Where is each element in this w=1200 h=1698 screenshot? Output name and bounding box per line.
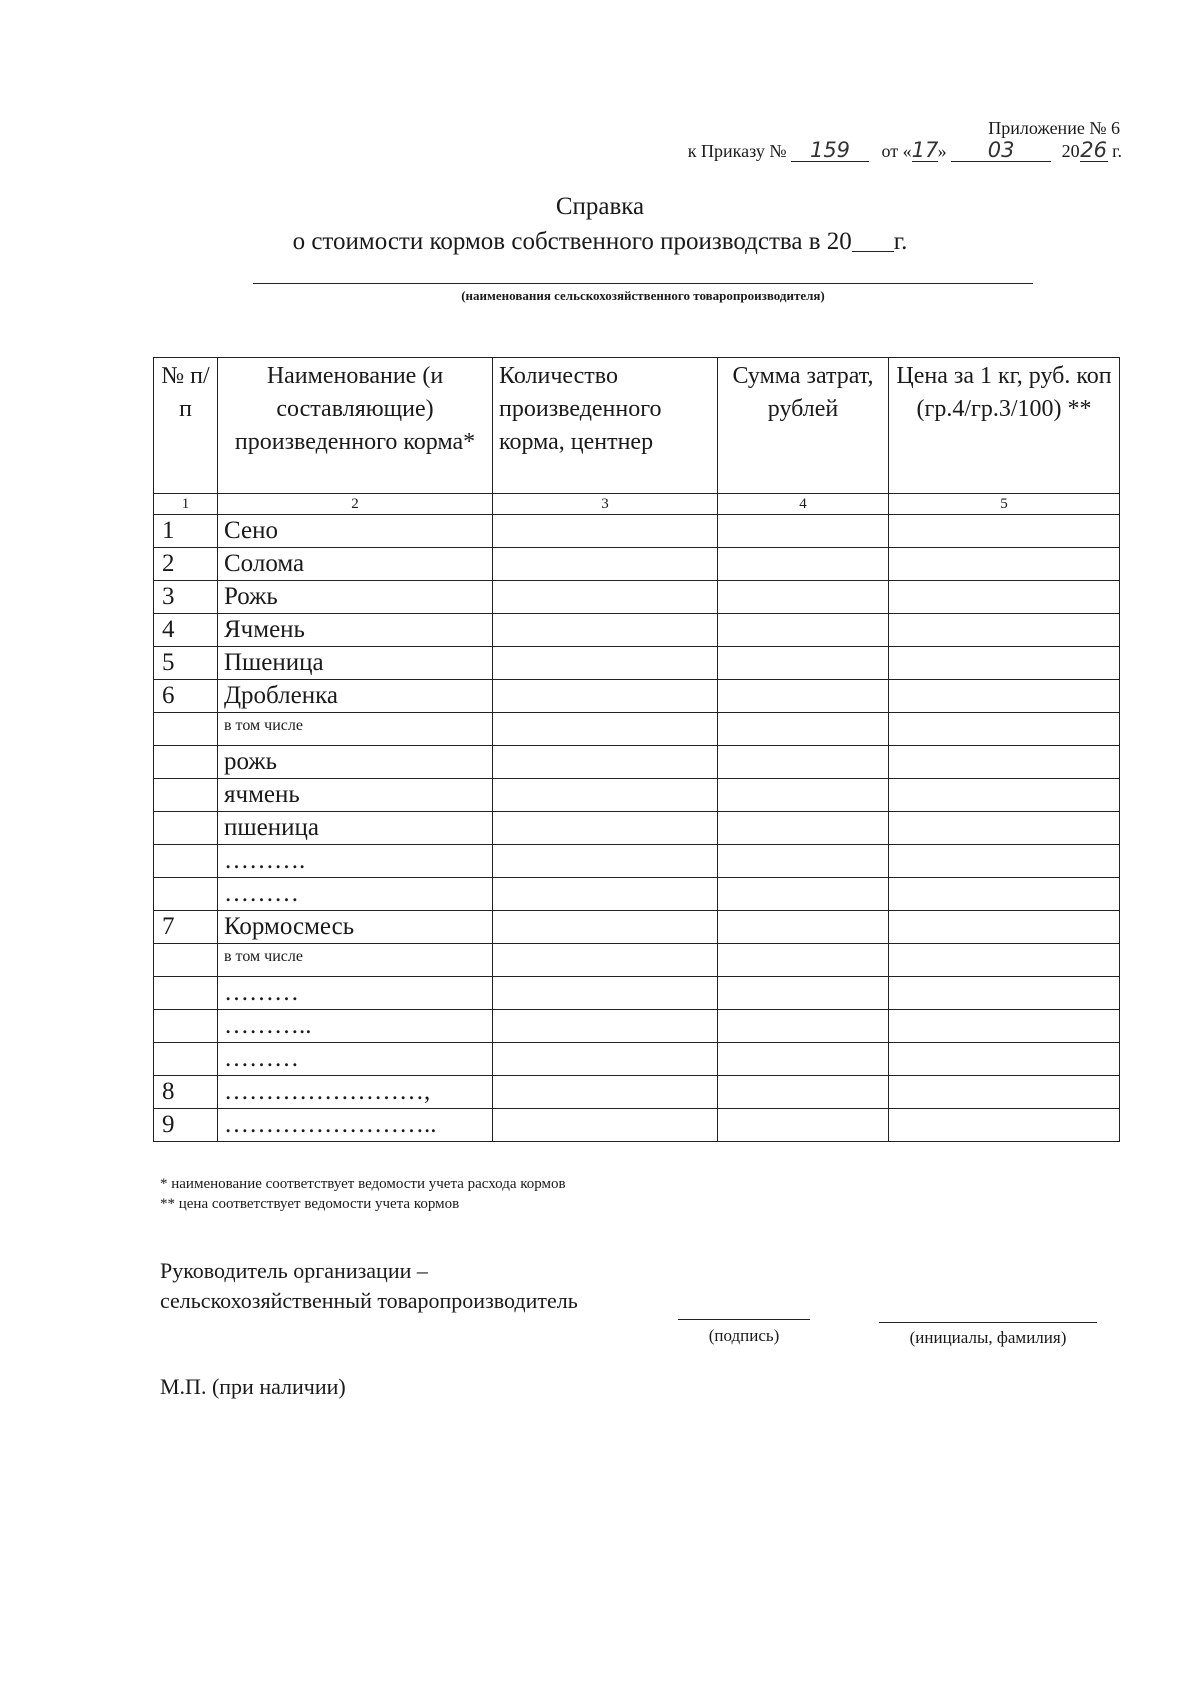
column-number: 2	[218, 494, 493, 515]
document-title: Справка	[555, 193, 645, 220]
cost-cell	[718, 1010, 889, 1043]
quantity-cell	[493, 713, 718, 746]
order-number: 159	[791, 140, 869, 162]
cost-cell	[718, 515, 889, 548]
cost-cell	[718, 647, 889, 680]
order-prefix: к Приказу №	[687, 141, 787, 161]
feed-name: Ячмень	[218, 614, 493, 647]
price-cell	[889, 680, 1120, 713]
name-caption: (инициалы, фамилия)	[909, 1328, 1067, 1347]
feed-name: ……………………,	[218, 1076, 493, 1109]
header-cost: Сумма затрат, рублей	[718, 358, 889, 494]
cost-cell	[718, 812, 889, 845]
cost-cell	[718, 614, 889, 647]
price-cell	[889, 746, 1120, 779]
feed-name: Пшеница	[218, 647, 493, 680]
row-number: 9	[154, 1109, 218, 1142]
date-day: 17	[911, 138, 939, 162]
price-cell	[889, 1109, 1120, 1142]
row-number: 5	[154, 647, 218, 680]
table-row	[154, 911, 1120, 944]
table-row	[154, 581, 1120, 614]
table-row	[154, 977, 1120, 1010]
row-number: 6	[154, 680, 218, 713]
cost-cell	[718, 1076, 889, 1109]
table-row	[154, 812, 1120, 845]
feed-name: пшеница	[218, 812, 493, 845]
quantity-cell	[493, 779, 718, 812]
table-row	[154, 713, 1120, 746]
feed-name: ……………………..	[218, 1109, 493, 1142]
price-cell	[889, 1076, 1120, 1109]
header-price: Цена за 1 кг, руб. коп (гр.4/гр.3/100) **	[889, 358, 1120, 494]
header-number: № п/п	[154, 358, 218, 494]
year-unit: г.	[1112, 141, 1122, 161]
signature-line	[678, 1319, 810, 1320]
cost-cell	[718, 746, 889, 779]
quantity-cell	[493, 911, 718, 944]
row-number: 3	[154, 581, 218, 614]
quantity-cell	[493, 746, 718, 779]
row-number	[154, 845, 218, 878]
column-number: 5	[889, 494, 1120, 515]
table-row	[154, 1109, 1120, 1142]
feed-name: Рожь	[218, 581, 493, 614]
row-number	[154, 746, 218, 779]
organization-caption: (наименования сельскохозяйственного товаропроизводителя)	[461, 288, 825, 303]
feed-name: Дробленка	[218, 680, 493, 713]
signatory-title-line2: сельскохозяйственный товаропроизводитель	[160, 1288, 578, 1313]
quantity-cell	[493, 845, 718, 878]
quantity-cell	[493, 581, 718, 614]
table-row	[154, 1010, 1120, 1043]
price-cell	[889, 878, 1120, 911]
row-number	[154, 977, 218, 1010]
table-row	[154, 1076, 1120, 1109]
cost-cell	[718, 680, 889, 713]
row-number: 4	[154, 614, 218, 647]
price-cell	[889, 1010, 1120, 1043]
quantity-cell	[493, 1043, 718, 1076]
date-from: от «	[881, 141, 912, 161]
price-cell	[889, 845, 1120, 878]
column-number: 3	[493, 494, 718, 515]
table-row	[154, 548, 1120, 581]
table-row	[154, 878, 1120, 911]
year-prefix: 20	[1061, 141, 1080, 161]
quantity-cell	[493, 614, 718, 647]
price-cell	[889, 911, 1120, 944]
price-cell	[889, 548, 1120, 581]
signature-caption: (подпись)	[708, 1326, 780, 1345]
feed-name: Сено	[218, 515, 493, 548]
cost-cell	[718, 1043, 889, 1076]
footnote-2: ** цена соответствует ведомости учета кормов	[160, 1196, 460, 1212]
row-number: 2	[154, 548, 218, 581]
table-row	[154, 779, 1120, 812]
feed-name: ……….	[218, 845, 493, 878]
feed-name: ………..	[218, 1010, 493, 1043]
name-line	[879, 1322, 1097, 1323]
quantity-cell	[493, 680, 718, 713]
quantity-cell	[493, 1109, 718, 1142]
feed-name: Кормосмесь	[218, 911, 493, 944]
column-number-row	[154, 494, 1120, 515]
price-cell	[889, 1043, 1120, 1076]
cost-cell	[718, 548, 889, 581]
price-cell	[889, 812, 1120, 845]
table-row	[154, 614, 1120, 647]
cost-cell	[718, 713, 889, 746]
price-cell	[889, 944, 1120, 977]
cost-cell	[718, 845, 889, 878]
feed-name: ………	[218, 878, 493, 911]
price-cell	[889, 614, 1120, 647]
table-row	[154, 680, 1120, 713]
price-cell	[889, 647, 1120, 680]
price-cell	[889, 977, 1120, 1010]
header-name: Наименование (и составляющие) произведенного корма*	[218, 358, 493, 494]
quantity-cell	[493, 647, 718, 680]
cost-cell	[718, 581, 889, 614]
quantity-cell	[493, 944, 718, 977]
year-blank	[852, 227, 894, 252]
organization-name-line	[253, 283, 1033, 284]
cost-cell	[718, 878, 889, 911]
feed-name: ячмень	[218, 779, 493, 812]
row-number: 8	[154, 1076, 218, 1109]
row-number	[154, 713, 218, 746]
quantity-cell	[493, 515, 718, 548]
stamp-label: М.П. (при наличии)	[160, 1374, 346, 1399]
row-number	[154, 1043, 218, 1076]
subtitle-year-unit: г.	[893, 228, 908, 255]
feed-name: ………	[218, 977, 493, 1010]
cost-cell	[718, 944, 889, 977]
row-number	[154, 812, 218, 845]
feed-name: ………	[218, 1043, 493, 1076]
price-cell	[889, 515, 1120, 548]
table-row	[154, 515, 1120, 548]
annex-label: Приложение № 6	[988, 118, 1120, 138]
row-number	[154, 779, 218, 812]
cost-cell	[718, 779, 889, 812]
cost-cell	[718, 977, 889, 1010]
column-number: 4	[718, 494, 889, 515]
table-row	[154, 647, 1120, 680]
feed-name: в том числе	[218, 944, 493, 977]
column-number: 1	[154, 494, 218, 515]
table-row	[154, 845, 1120, 878]
footnote-1: * наименование соответствует ведомости учета расхода кормов	[160, 1176, 566, 1192]
table-row	[154, 746, 1120, 779]
date-close-quote: »	[937, 141, 947, 161]
order-reference	[688, 140, 1122, 162]
subtitle-text: о стоимости кормов собственного производства в 20	[292, 228, 852, 255]
price-cell	[889, 581, 1120, 614]
row-number	[154, 1010, 218, 1043]
row-number: 7	[154, 911, 218, 944]
row-number	[154, 878, 218, 911]
year-suffix: 26	[1080, 138, 1107, 162]
feed-name: в том числе	[218, 713, 493, 746]
table-row	[154, 944, 1120, 977]
feed-name: рожь	[218, 746, 493, 779]
feed-cost-table	[153, 357, 1120, 1142]
quantity-cell	[493, 878, 718, 911]
header-quantity: Количество произведенного корма, центнер	[493, 358, 718, 494]
signatory-title-line1: Руководитель организации –	[160, 1258, 428, 1283]
table-header-row	[154, 358, 1120, 494]
cost-cell	[718, 1109, 889, 1142]
date-month: 03	[951, 140, 1051, 162]
row-number	[154, 944, 218, 977]
document-subtitle	[0, 227, 1200, 256]
cost-cell	[718, 911, 889, 944]
table-row	[154, 1043, 1120, 1076]
price-cell	[889, 713, 1120, 746]
quantity-cell	[493, 1076, 718, 1109]
price-cell	[889, 779, 1120, 812]
quantity-cell	[493, 1010, 718, 1043]
quantity-cell	[493, 812, 718, 845]
quantity-cell	[493, 977, 718, 1010]
row-number: 1	[154, 515, 218, 548]
quantity-cell	[493, 548, 718, 581]
feed-name: Солома	[218, 548, 493, 581]
